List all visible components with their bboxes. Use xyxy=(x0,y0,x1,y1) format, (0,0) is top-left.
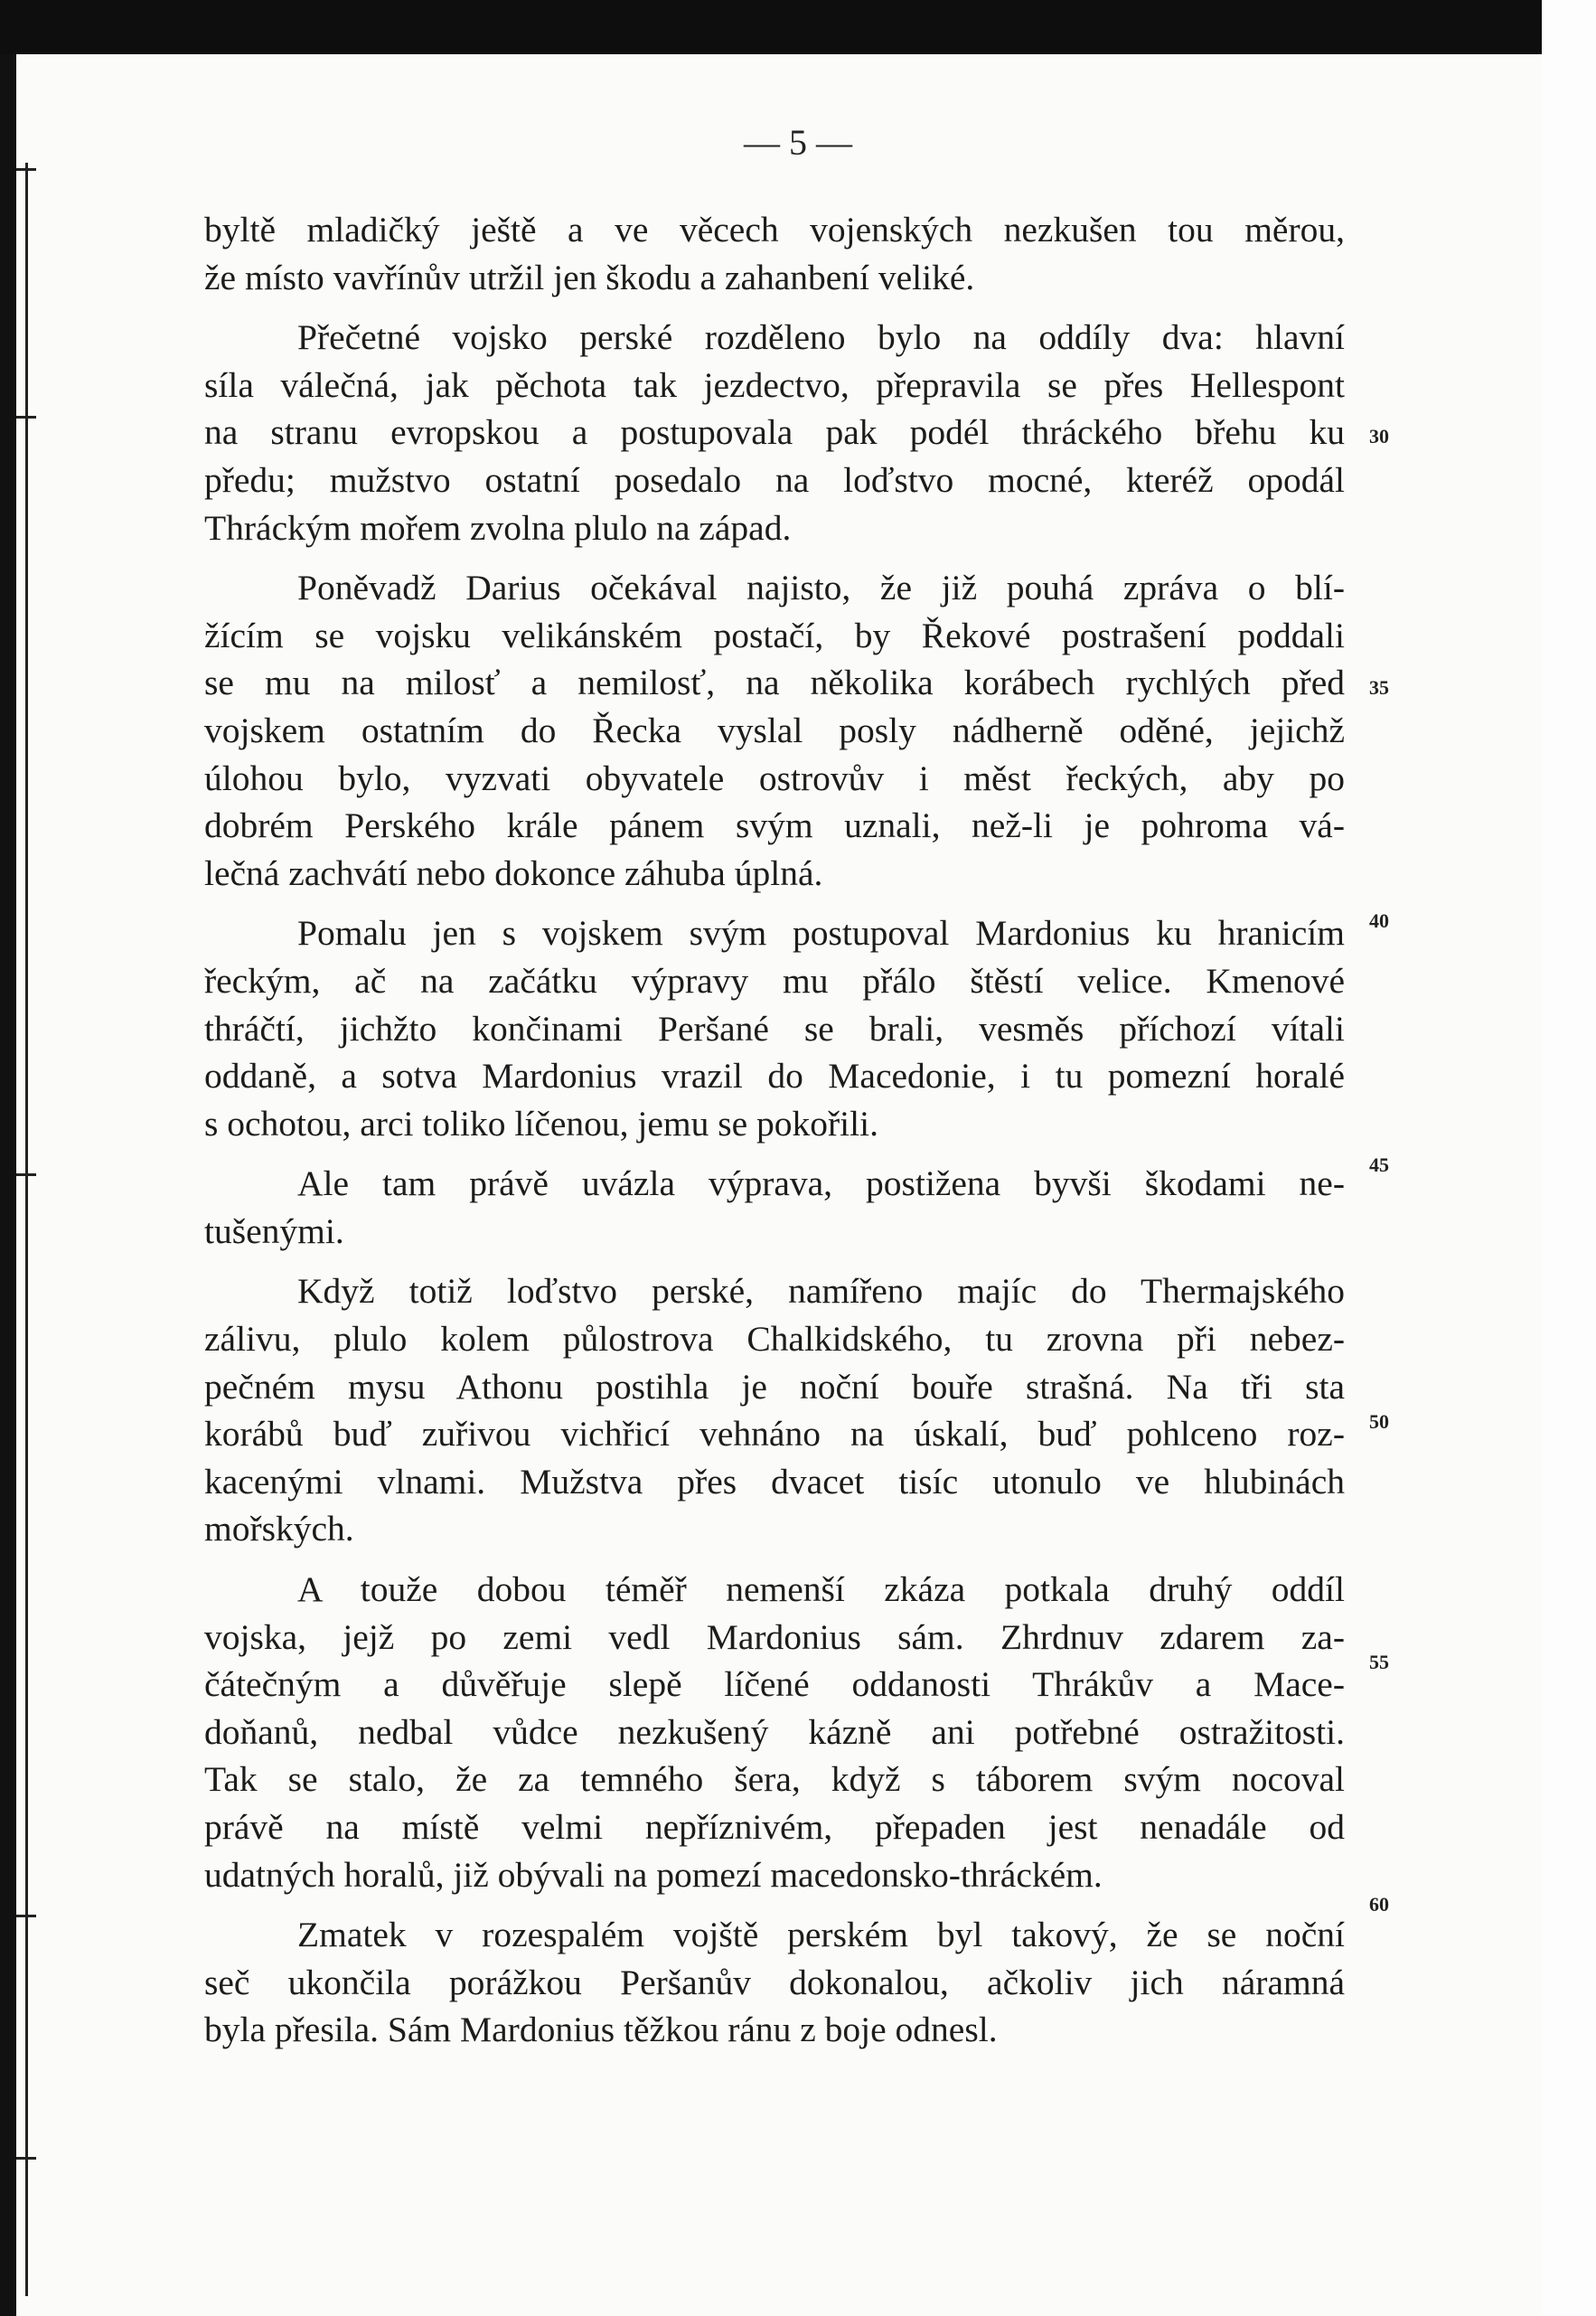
text-line: síla válečná, jak pěchota tak jezdectvo, přepravila se přes Hellespont xyxy=(204,364,1345,405)
text-line: byla přesila. Sám Mardonius těžkou ránu z boje odnesl. xyxy=(204,2010,998,2050)
body-text xyxy=(204,206,1345,2067)
text-line: A touže dobou téměř nemenší zkáza potkala druhý oddíl xyxy=(297,1569,1345,1610)
binding-mark xyxy=(16,1915,36,1926)
text-line: že místo vavřínův utržil jen škodu a zahanbení veliké. xyxy=(204,257,975,297)
paragraph xyxy=(204,314,1345,551)
text-line: úlohou bylo, vyzvati obyvatele ostrovův i měst řeckých, aby po xyxy=(204,758,1345,798)
margin-line-number: 45 xyxy=(1369,1153,1389,1176)
text-line: thráčtí, jichžto končinami Peršané se brali, vesměs příchozí vítali xyxy=(204,1008,1345,1049)
text-line: pečném mysu Athonu postihla je noční bouře strašná. Na tři sta xyxy=(204,1366,1345,1407)
text-line: kacenými vlnami. Mužstva přes dvacet tisíc utonulo ve hlubinách xyxy=(204,1461,1345,1502)
text-line: předu; mužstvo ostatní posedalo na loďstvo mocné, kteréž opodál xyxy=(204,459,1345,500)
text-line: Zmatek v rozespalém vojště perském byl takový, že se noční xyxy=(297,1915,1345,1955)
text-line: čátečným a důvěřuje slepě líčené oddanosti Thrákův a Mace- xyxy=(204,1664,1345,1705)
text-line: na stranu evropskou a postupovala pak podél thráckého břehu ku xyxy=(204,412,1345,453)
text-line: řeckým, ač na začátku výpravy mu přálo štěstí velice. Kmenové xyxy=(204,960,1345,1001)
margin-line-number: 60 xyxy=(1369,1893,1389,1916)
margin-line-number: 35 xyxy=(1369,676,1389,699)
paragraph xyxy=(204,206,1345,301)
text-line: dobrém Perského krále pánem svým uznali, než-li je pohroma vá- xyxy=(204,805,1345,846)
text-line: lečná zachvátí nebo dokonce záhuba úplná. xyxy=(204,852,823,893)
text-line: tušenými. xyxy=(204,1210,344,1251)
text-line: Když totiž loďstvo perské, namířeno majíc do Thermajského xyxy=(297,1271,1345,1312)
text-line: oddaně, a sotva Mardonius vrazil do Macedonie, i tu pomezní horalé xyxy=(204,1056,1345,1097)
text-line: Tak se stalo, že za temného šera, když s táborem svým nocoval xyxy=(204,1759,1345,1800)
margin-line-number: 50 xyxy=(1369,1410,1389,1433)
text-line: seč ukončila porážkou Peršanův dokonalou, ačkoliv jich náramná xyxy=(204,1962,1345,2002)
margin-line-number: 30 xyxy=(1369,425,1389,447)
text-line: Přečetné vojsko perské rozděleno bylo na oddíly dva: hlavní xyxy=(297,317,1345,358)
text-line: s ochotou, arci toliko líčenou, jemu se pokořili. xyxy=(204,1103,878,1144)
margin-line-number: 40 xyxy=(1369,909,1389,932)
text-line: vojska, jejž po zemi vedl Mardonius sám. Zhrdnuv zdarem za- xyxy=(204,1616,1345,1657)
binding-mark xyxy=(16,2157,36,2169)
paragraph xyxy=(204,1911,1345,2054)
binding-mark xyxy=(16,416,36,428)
text-line: se mu na milosť a nemilosť, na několika korábech rychlých před xyxy=(204,663,1345,703)
scan-top-edge xyxy=(0,0,1596,54)
text-line: Thráckým mořem zvolna plulo na západ. xyxy=(204,507,792,548)
page-number-header: — 5 — xyxy=(744,122,852,163)
binding-mark xyxy=(16,1173,36,1185)
paragraph xyxy=(204,1566,1345,1898)
binding-mark xyxy=(16,168,36,180)
text-line: vojskem ostatním do Řecka vyslal posly nádherně oděné, jejichž xyxy=(204,710,1345,750)
paragraph xyxy=(204,909,1345,1147)
text-line: Poněvadž Darius očekával najisto, že již pouhá zpráva o blí- xyxy=(297,568,1345,608)
binding-line xyxy=(25,163,28,2296)
paragraph xyxy=(204,564,1345,897)
text-line: Ale tam právě uvázla výprava, postižena byvši škodami ne- xyxy=(297,1163,1345,1204)
text-line: mořských. xyxy=(204,1509,354,1549)
paragraph xyxy=(204,1267,1345,1553)
scan-right-edge xyxy=(1542,0,1596,2316)
text-line: korábů buď zuřivou vichřicí vehnáno na úskalí, buď pohlceno roz- xyxy=(204,1414,1345,1455)
text-line: udatných horalů, již obývali na pomezí macedonsko-thráckém. xyxy=(204,1854,1103,1895)
text-line: doňanů, nedbal vůdce nezkušený kázně ani potřebné ostražitosti. xyxy=(204,1711,1345,1752)
text-line: byltě mladičký ještě a ve věcech vojenských nezkušen tou měrou, xyxy=(204,210,1345,249)
paragraph xyxy=(204,1160,1345,1255)
text-line: právě na místě velmi nepříznivém, přepaden jest nenadále od xyxy=(204,1807,1345,1847)
text-line: žícím se vojsku velikánském postačí, by Řekové postrašení poddali xyxy=(204,615,1345,655)
text-line: zálivu, plulo kolem půlostrova Chalkidského, tu zrovna při nebez- xyxy=(204,1319,1345,1360)
margin-line-number: 55 xyxy=(1369,1651,1389,1673)
text-line: Pomalu jen s vojskem svým postupoval Mardonius ku hranicím xyxy=(297,913,1345,954)
